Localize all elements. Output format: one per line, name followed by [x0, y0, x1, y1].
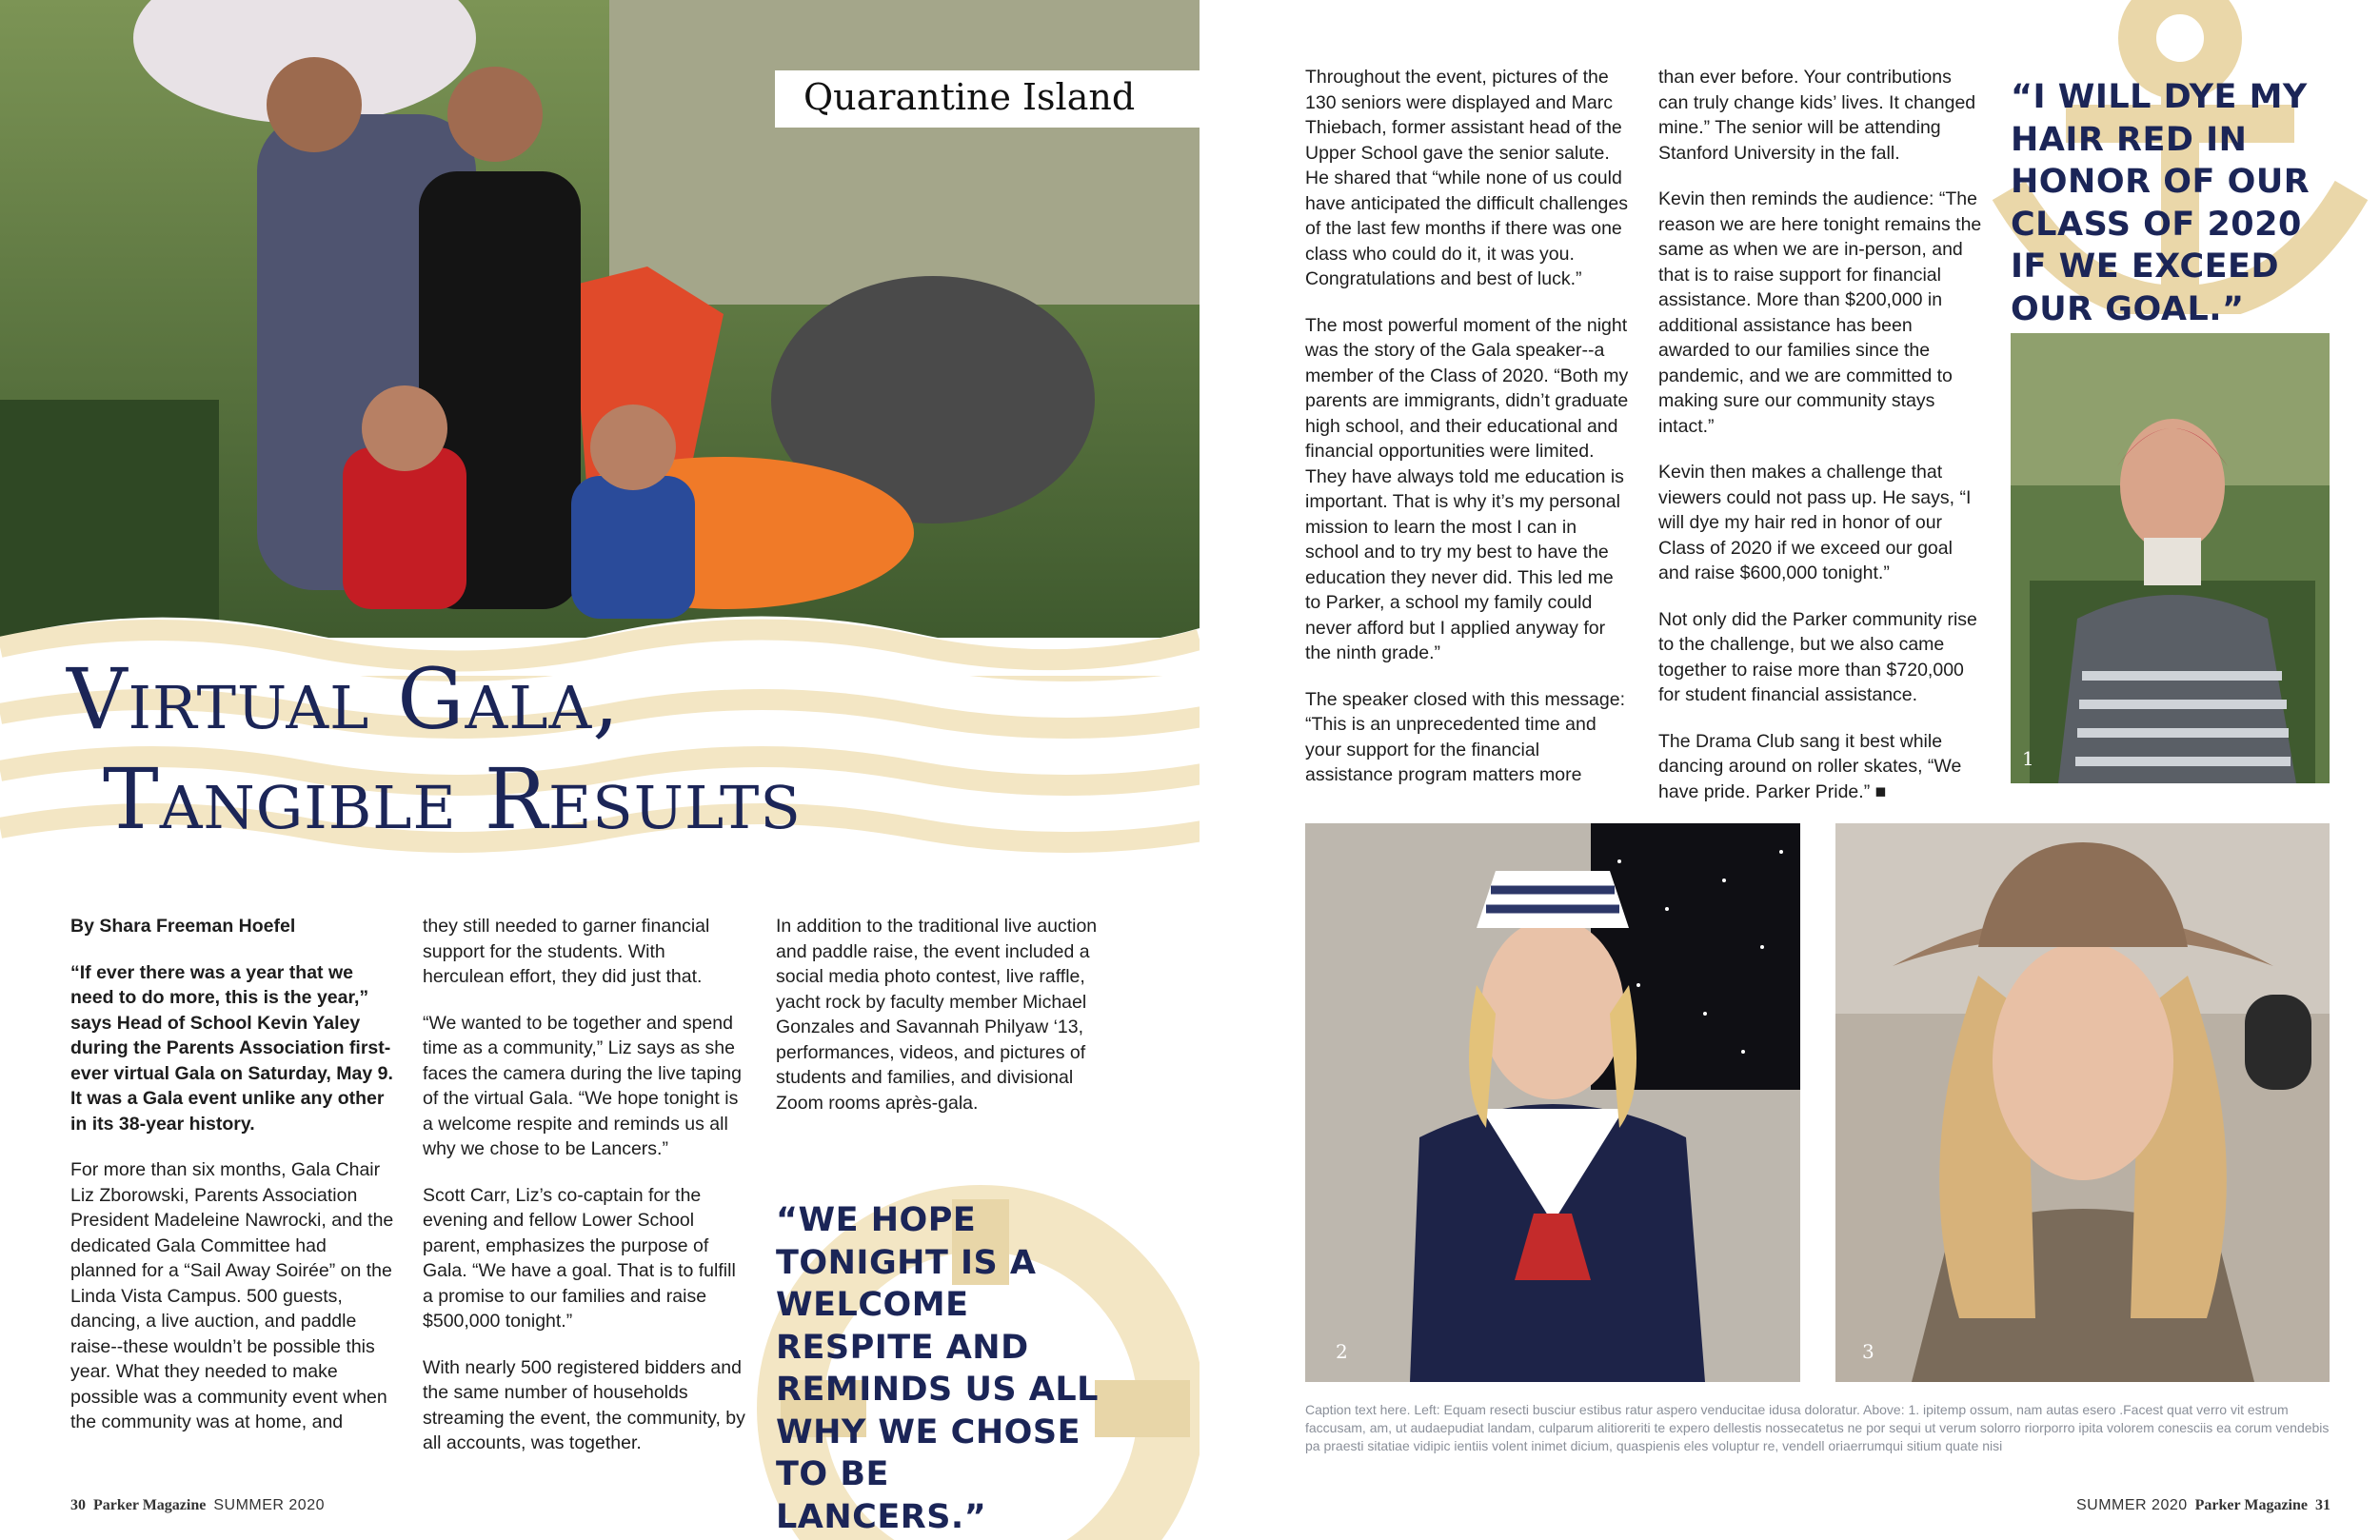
paragraph: With nearly 500 registered bidders and the same number of households streaming the event, the community, by all accounts, was together. [423, 1356, 745, 1453]
paragraph: “We wanted to be together and spend time as a community,” Liz says as she faces the camera during the live taping of the virtual Gala. “We hope tonight is a welcome respite and reminds us all why we chose to be Lancers.” [423, 1012, 742, 1159]
paragraph: The speaker closed with this message: “This is an unprecedented time and your support for the financial assistance program matters more [1305, 688, 1625, 785]
magazine-name: Parker Magazine [93, 1497, 207, 1513]
paragraph: Throughout the event, pictures of the 130 seniors were displayed and Marc Thiebach, former assistant head of the Upper School gave the senior salute. He shared that “while none of us could have anticipated the difficult challenges of the last few months if there was one class who could do it, it was you. Congratulations and best of luck.” [1305, 67, 1628, 289]
portrait-illustration [2011, 333, 2330, 783]
photo-number: 1 [2022, 747, 2034, 770]
issue-season: SUMMER 2020 [2076, 1497, 2188, 1513]
page-number: 30 [70, 1497, 86, 1513]
issue-season: SUMMER 2020 [213, 1497, 325, 1513]
photo-caption: Caption text here. Left: Equam resecti busciur estibus ratur aspero venducitae idusa doloratur. Above: 1. ipitemp ossum, nam autas esero .Facest quat verro vit estrum faccusam, am, ut audaepudiat landam, culparum alitioreriti te expero dellestis nossecatetus ne por sequi ut verum solorro riorporro ipita volorem conesciis ea corum vendebis pa praesti sitatiae vidipic ientiis volent inimet dicium, quaspienis eles voluptur re, vendell oriaerrumqui sitium quate nisi [1305, 1402, 2330, 1453]
photo-number: 3 [1862, 1340, 1874, 1363]
paragraph: In addition to the traditional live auction and paddle raise, the event included a social media photo contest, live raffle, yacht rock by faculty member Michael Gonzales and Savannah Philyaw ‘13, performances, videos, and pictures of students and families, and divisional Zoom rooms après-gala. [776, 916, 1098, 1114]
photo-1 [2011, 333, 2330, 783]
page-number: 31 [2315, 1497, 2330, 1513]
left-column-2 [423, 914, 746, 1477]
folio-left [70, 1497, 325, 1514]
sailor-costume-illustration [1305, 823, 1800, 1382]
magazine-name: Parker Magazine [2194, 1497, 2308, 1513]
paragraph: The most powerful moment of the night was the story of the Gala speaker--a member of the Class of 2020. “Both my parents are immigrants, didn’t graduate high school, and their educational and financial opportunities were limited. They have always told me education is important. That is why it’s my personal mission to learn the most I can in school and to try my best to have the education they never did. This led me to Parker, a school my family could never afford but I applied anyway for the ninth grade.” [1305, 314, 1629, 663]
left-column-3 [776, 914, 1104, 1136]
pull-quote-left: “WE HOPE TONIGHT IS A WELCOME RESPITE AND REMINDS US ALL WHY WE CHOSE TO BE LANCERS.” [776, 1201, 1099, 1536]
headline [67, 649, 1161, 849]
right-column-1 [1305, 65, 1629, 809]
paragraph: Kevin then reminds the audience: “The reason we are here tonight remains the same as when we are in-person, and that is to raise support for financial assistance. More than $200,000 in additional assistance has been awarded to our families since the pandemic, and we are committed to making sure our community stays intact.” [1658, 188, 1982, 437]
photo-label-box [775, 70, 1200, 128]
paragraph: Not only did the Parker community rise to the challenge, but we also came together to raise more than $720,000 for student financial assistance. [1658, 608, 1977, 705]
photo-number: 2 [1336, 1340, 1348, 1363]
singer-illustration [1835, 823, 2330, 1382]
headline-line-2: Tangible Results [103, 750, 802, 848]
paragraph: they still needed to garner financial support for the students. With herculean effort, they did just that. [423, 916, 710, 987]
left-column-1 [70, 914, 394, 1456]
folio-right [2076, 1497, 2330, 1514]
right-column-2 [1658, 65, 1982, 825]
lead-paragraph: “If ever there was a year that we need to do more, this is the year,” says Head of School Kevin Yaley during the Parents Association first-ever virtual Gala on Saturday, May 9. It was a Gala event unlike any other in its 38-year history. [70, 961, 393, 1135]
paragraph: The Drama Club sang it best while dancing around on roller skates, “We have pride. Parker Pride.” ■ [1658, 730, 1962, 802]
headline-line-1: Virtual Gala, [67, 650, 621, 748]
pull-quote-right: “I WILL DYE MY HAIR RED IN HONOR OF OUR CLASS OF 2020 IF WE EXCEED OUR GOAL.” [2011, 78, 2311, 328]
paragraph: Kevin then makes a challenge that viewers could not pass up. He says, “I will dye my hair red in honor of our Class of 2020 if we exceed our goal and raise $600,000 tonight.” [1658, 462, 1972, 583]
photo-3 [1835, 823, 2330, 1382]
photo-label: Quarantine Island [803, 76, 1136, 118]
paragraph: For more than six months, Gala Chair Liz Zborowski, Parents Association President Madeleine Nawrocki, and the dedicated Gala Committee had planned for a “Sail Away Soirée” on the Linda Vista Campus. 500 guests, dancing, a live auction, and paddle raise--these wouldn’t be possible this year. What they needed to make possible was a community event when the community was at home, and [70, 1159, 394, 1432]
photo-2 [1305, 823, 1800, 1382]
byline: By Shara Freeman Hoefel [70, 916, 296, 937]
paragraph: Scott Carr, Liz’s co-captain for the evening and fellow Lower School parent, emphasizes the purpose of Gala. “We have a goal. That is to fulfill a promise to our families and raise $500,000 tonight.” [423, 1184, 736, 1332]
paragraph: than ever before. Your contributions can truly change kids’ lives. It changed mine.” The senior will be attending Stanford University in the fall. [1658, 67, 1976, 164]
